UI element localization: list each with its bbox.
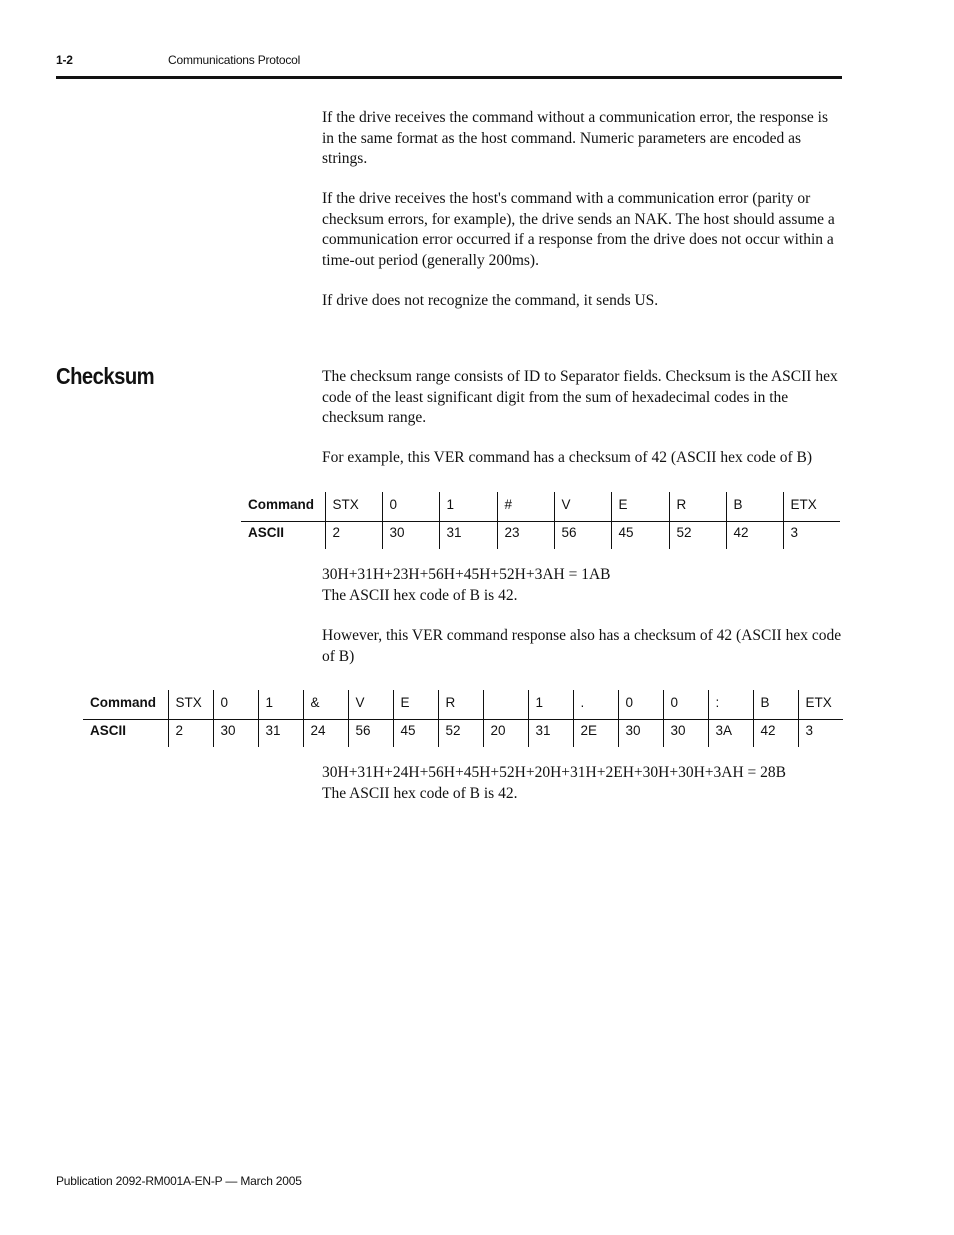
command-cell: 1 (439, 492, 497, 522)
ascii-cell: 23 (497, 522, 554, 550)
running-title: Communications Protocol (168, 53, 301, 67)
command-cell: E (611, 492, 669, 522)
page-number: 1-2 (56, 53, 73, 67)
ascii-cell: 31 (528, 720, 573, 748)
response-intro: However, this VER command response also has a checksum of 42 (ASCII hex code of B) (322, 627, 842, 665)
ver-response-table (83, 690, 843, 747)
ascii-cell: 30 (663, 720, 708, 748)
ascii-cell: 24 (303, 720, 348, 748)
sum-calculation-1 (322, 565, 842, 606)
command-cell: : (708, 690, 753, 720)
sum-line: 30H+31H+23H+56H+45H+52H+3AH = 1AB (322, 566, 611, 583)
command-cell: R (669, 492, 726, 522)
section-heading-checksum: Checksum (56, 363, 155, 389)
command-cell: B (753, 690, 798, 720)
command-cell: # (497, 492, 554, 522)
command-cell: 0 (618, 690, 663, 720)
ascii-cell: 45 (393, 720, 438, 748)
ascii-cell: 42 (753, 720, 798, 748)
command-cell: & (303, 690, 348, 720)
command-cell: STX (168, 690, 213, 720)
publication-footer: Publication 2092-RM001A-EN-P — March 2005 (56, 1174, 302, 1188)
ascii-cell: 3 (783, 522, 840, 550)
row-label-ascii: ASCII (248, 525, 285, 540)
sum-line: The ASCII hex code of B is 42. (322, 784, 518, 802)
command-cell: B (726, 492, 783, 522)
ascii-cell: 20 (483, 720, 528, 748)
ascii-cell: 56 (348, 720, 393, 748)
command-cell: 1 (258, 690, 303, 720)
ascii-row (241, 522, 840, 550)
ascii-cell: 30 (213, 720, 258, 748)
command-cell: V (554, 492, 611, 522)
ascii-cell: 31 (439, 522, 497, 550)
ascii-cell: 2E (573, 720, 618, 748)
ascii-cell: 3 (798, 720, 843, 748)
command-cell: 0 (213, 690, 258, 720)
ascii-cell: 52 (669, 522, 726, 550)
command-row (241, 492, 840, 522)
checksum-description: The checksum range consists of ID to Separator fields. Checksum is the ASCII hex code of the least significant digit from the sum of hexadecimal codes in the checksum range. (322, 368, 838, 426)
command-cell: R (438, 690, 483, 720)
example-intro: For example, this VER command has a checksum of 42 (ASCII hex code of B) (322, 449, 813, 466)
ascii-cell: 3A (708, 720, 753, 748)
command-row (83, 690, 843, 720)
intro-paragraph: If the drive receives the host's command with a communication error (parity or checksum errors, for example), the drive sends an NAK. The host should assume a communication error occurred if a response from the drive does not occur within a time-out period (generally 200ms). (322, 190, 835, 269)
command-cell: STX (325, 492, 382, 522)
command-cell: V (348, 690, 393, 720)
intro-paragraph: If drive does not recognize the command, it sends US. (322, 292, 659, 309)
ascii-row (83, 720, 843, 748)
ascii-cell: 2 (325, 522, 382, 550)
row-label-command: Command (241, 492, 325, 522)
sum-line: 30H+31H+24H+56H+45H+52H+20H+31H+2EH+30H+30H+3AH = 28B (322, 764, 786, 781)
sum-line: The ASCII hex code of B is 42. (322, 586, 518, 604)
command-cell: E (393, 690, 438, 720)
ascii-cell: 56 (554, 522, 611, 550)
page-header (56, 52, 842, 79)
ver-command-table (241, 492, 840, 549)
ascii-cell: 31 (258, 720, 303, 748)
sum-calculation-2 (322, 763, 842, 804)
ascii-cell: 30 (618, 720, 663, 748)
row-label-command: Command (83, 690, 168, 720)
command-cell: 1 (528, 690, 573, 720)
row-label-ascii: ASCII (90, 723, 127, 738)
command-cell: ETX (783, 492, 840, 522)
ascii-cell: 52 (438, 720, 483, 748)
command-cell: ETX (798, 690, 843, 720)
command-cell: 0 (382, 492, 439, 522)
command-cell (483, 690, 528, 720)
ascii-cell: 2 (168, 720, 213, 748)
ascii-cell: 42 (726, 522, 783, 550)
intro-paragraph: If the drive receives the command without a communication error, the response is in the same format as the host command. Numeric parameters are encoded as strings. (322, 109, 828, 167)
ascii-cell: 45 (611, 522, 669, 550)
command-cell: 0 (663, 690, 708, 720)
command-cell: . (573, 690, 618, 720)
ascii-cell: 30 (382, 522, 439, 550)
